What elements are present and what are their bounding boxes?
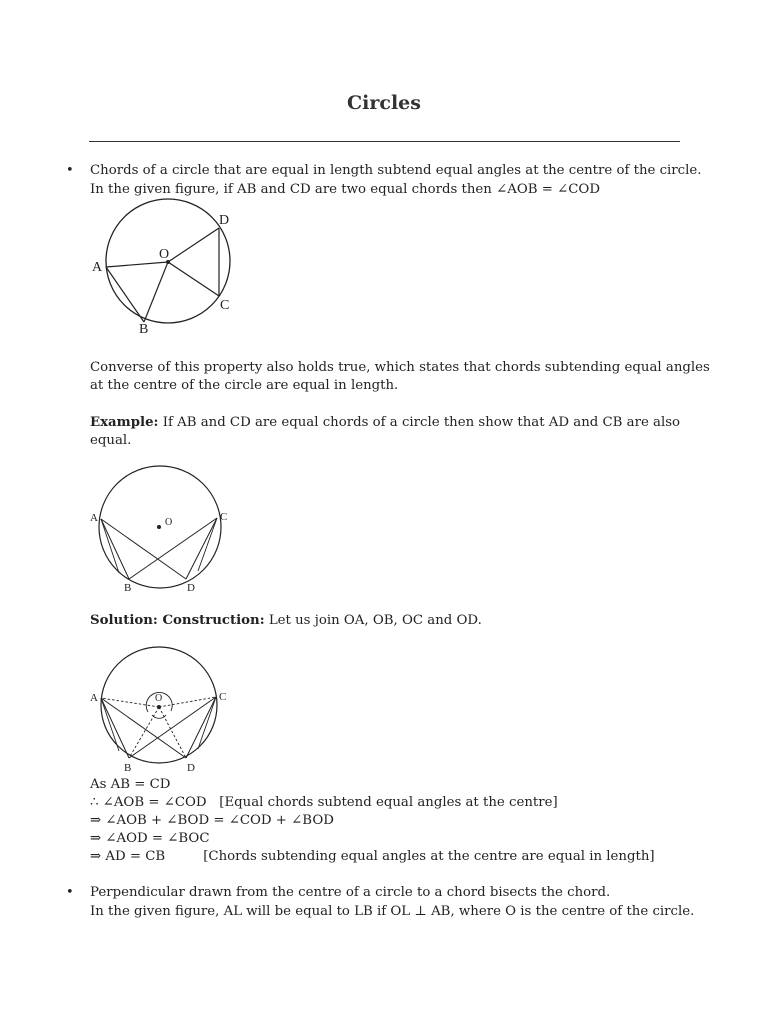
label-b: B	[124, 582, 132, 594]
label-b: B	[124, 762, 132, 774]
chord-ab	[101, 519, 129, 579]
bullet-icon: •	[66, 885, 74, 900]
figure-example	[88, 463, 243, 596]
chord-cd	[186, 697, 216, 758]
label-o: O	[165, 517, 173, 528]
solution-text: Let us join OA, OB, OC and OD.	[264, 613, 482, 628]
figure-equal-chords	[88, 195, 248, 340]
label-c: C	[219, 691, 227, 703]
proof-step2: ∴ ∠AOB = ∠COD [Equal chords subtend equal angles at the centre]	[90, 795, 558, 810]
page-title: Circles	[347, 92, 421, 114]
radius-oc	[159, 697, 216, 707]
chord-cd	[186, 518, 217, 579]
label-o: O	[155, 693, 163, 704]
solution-line	[90, 612, 482, 630]
center-point	[157, 525, 161, 529]
chord-ad	[101, 519, 186, 579]
label-d: D	[187, 762, 195, 774]
proof-step1: As AB = CD	[90, 777, 171, 792]
chord-ad	[101, 698, 186, 758]
title-divider	[89, 141, 680, 142]
section2-line1: Perpendicular drawn from the centre of a circle to a chord bisects the chord.	[90, 885, 611, 900]
section2-line2: In the given figure, AL will be equal to LB if OL ⊥ AB, where O is the centre of the circle.	[90, 904, 695, 919]
section1-line2: In the given figure, if AB and CD are two equal chords then ∠AOB = ∠COD	[90, 182, 600, 197]
extra-line-c	[198, 518, 217, 571]
radius-od	[159, 707, 186, 758]
radius-oc	[168, 262, 219, 296]
radius-ob	[144, 262, 168, 322]
converse-line1: Converse of this property also holds true, which states that chords subtending equal angles	[90, 360, 710, 375]
label-a: A	[90, 512, 98, 524]
radius-oa	[101, 698, 159, 707]
radius-ob	[129, 707, 159, 758]
solution-label: Solution: Construction:	[90, 613, 265, 628]
label-c: C	[220, 511, 228, 523]
radius-oa	[106, 262, 168, 267]
proof-step4: ⇒ ∠AOD = ∠BOC	[90, 831, 210, 846]
example-line2: equal.	[90, 433, 132, 448]
label-o: O	[159, 247, 170, 262]
center-point	[157, 705, 161, 709]
label-d: D	[219, 213, 230, 228]
section1-line1: Chords of a circle that are equal in length subtend equal angles at the centre of the circle.	[90, 163, 702, 178]
example-line1	[90, 414, 680, 432]
example-label: Example:	[90, 415, 159, 430]
extra-line-a	[101, 519, 119, 573]
converse-line2: at the centre of the circle are equal in length.	[90, 378, 399, 393]
label-b: B	[139, 322, 149, 337]
extra-line-c	[198, 697, 216, 749]
bullet-icon: •	[66, 163, 74, 178]
label-a: A	[90, 692, 98, 704]
proof-step5: ⇒ AD = CB [Chords subtending equal angles at the centre are equal in length]	[90, 849, 655, 864]
figure-construction	[88, 645, 243, 775]
label-d: D	[187, 582, 195, 594]
chord-ab	[106, 267, 144, 322]
proof-step3: ⇒ ∠AOB + ∠BOD = ∠COD + ∠BOD	[90, 813, 334, 828]
extra-line-a	[101, 698, 119, 751]
label-c: C	[220, 298, 230, 313]
radius-od	[168, 228, 219, 262]
example-text1: If AB and CD are equal chords of a circle then show that AD and CB are also	[158, 415, 681, 430]
label-a: A	[92, 260, 103, 275]
